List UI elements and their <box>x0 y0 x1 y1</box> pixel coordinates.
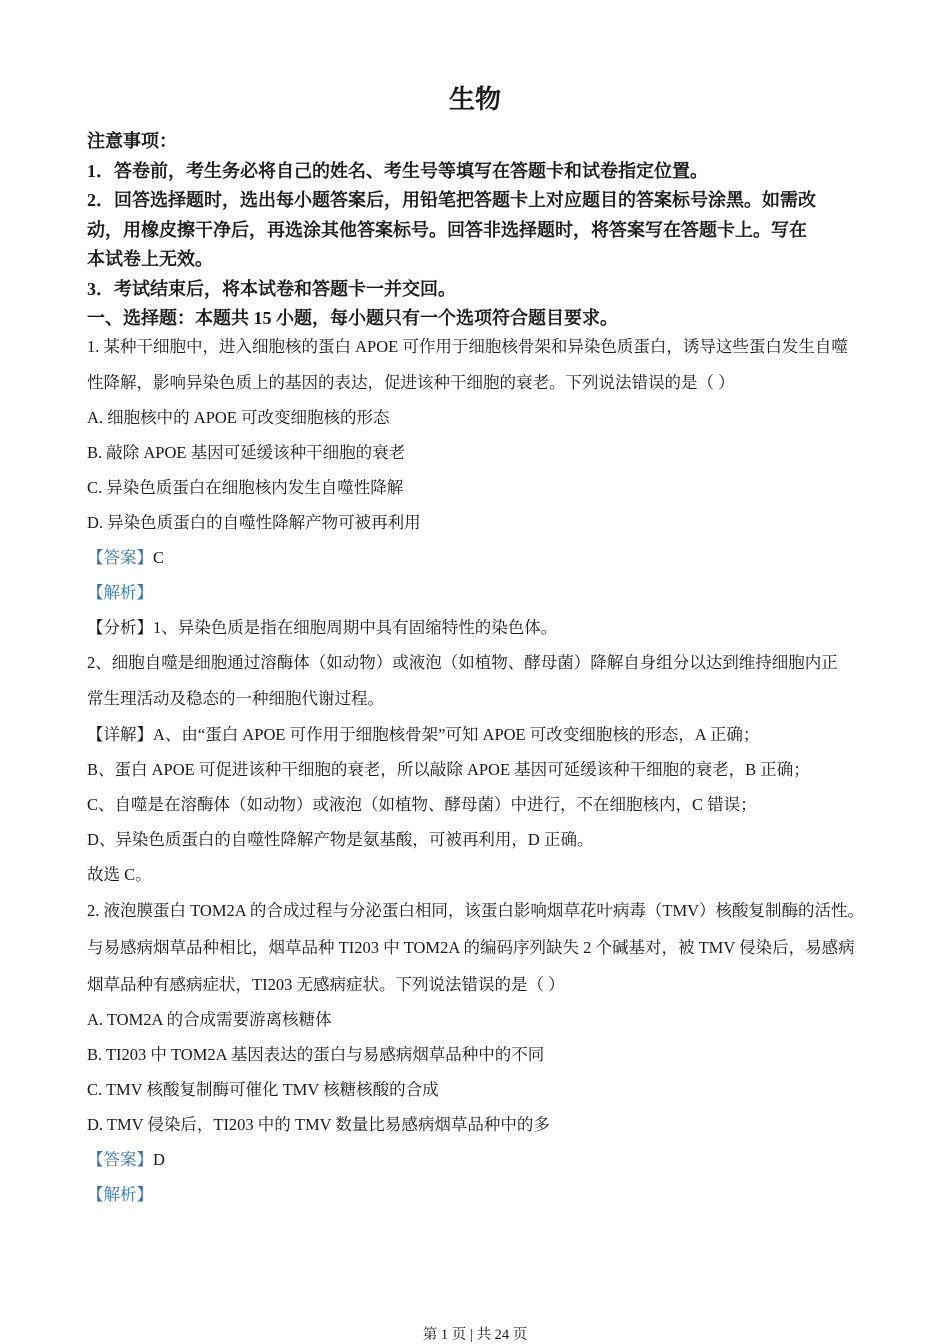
notice-heading: 注意事项： <box>87 131 177 151</box>
q2-option-a: A. TOM2A 的合成需要游离核糖体 <box>87 1010 332 1029</box>
fenxi-text: 1、异染色质是指在细胞周期中具有固缩特性的染色体。 <box>153 618 558 637</box>
q2-option-b: B. TI203 中 TOM2A 基因表达的蛋白与易感病烟草品种中的不同 <box>87 1045 545 1064</box>
notice-item-2-line-2: 动，用橡皮擦干净后，再选涂其他答案标号。回答非选择题时，将答案写在答题卡上。写在 <box>87 220 807 240</box>
notice-item-3: 3．考试结束后，将本试卷和答题卡一并交回。 <box>87 279 456 299</box>
q2-option-c: C. TMV 核酸复制酶可催化 TMV 核糖核酸的合成 <box>87 1080 439 1099</box>
answer-value: D <box>153 1150 165 1169</box>
q1-xiangjie-b: B、蛋白 APOE 可促进该种干细胞的衰老，所以敲除 APOE 基因可延缓该种干细胞的衰老，B 正确； <box>87 760 810 779</box>
notice-item-2-line-3: 本试卷上无效。 <box>87 249 213 269</box>
page-title: 生物 <box>448 85 501 114</box>
q2-stem-line-2: 与易感病烟草品种相比，烟草品种 TI203 中 TOM2A 的编码序列缺失 2 个碱基对，被 TMV 侵染后，易感病 <box>87 938 855 957</box>
q2-stem-line-3: 烟草品种有感病症状，TI203 无感病症状。下列说法错误的是（ ） <box>87 975 565 994</box>
notice-item-1: 1．答卷前，考生务必将自己的姓名、考生号等填写在答题卡和试卷指定位置。 <box>87 161 708 181</box>
q1-option-a: A. 细胞核中的 APOE 可改变细胞核的形态 <box>87 408 390 427</box>
q1-answer <box>87 547 164 569</box>
q1-fenxi-line-1 <box>87 617 557 639</box>
page-footer: 第 1 页 | 共 24 页 <box>422 1327 528 1343</box>
xiangjie-tag: 【详解】 <box>87 725 153 744</box>
q2-answer <box>87 1149 165 1171</box>
q2-stem-line-1: 2. 液泡膜蛋白 TOM2A 的合成过程与分泌蛋白相同，该蛋白影响烟草花叶病毒（TMV）核酸复制酶的活性。 <box>87 901 865 920</box>
fenxi-tag: 【分析】 <box>87 618 153 637</box>
q1-option-b: B. 敲除 APOE 基因可延缓该种干细胞的衰老 <box>87 443 406 462</box>
answer-tag: 【答案】 <box>87 548 153 567</box>
q2-option-d: D. TMV 侵染后，TI203 中的 TMV 数量比易感病烟草品种中的多 <box>87 1115 550 1134</box>
q1-xiangjie-a <box>87 724 759 746</box>
q1-stem-line-2: 性降解，影响异染色质上的基因的表达，促进该种干细胞的衰老。下列说法错误的是（ ） <box>87 373 735 392</box>
q1-analysis-tag: 【解析】 <box>87 583 153 602</box>
q1-option-c: C. 异染色质蛋白在细胞核内发生自噬性降解 <box>87 478 404 497</box>
q1-stem-line-1: 1. 某种干细胞中，进入细胞核的蛋白 APOE 可作用于细胞核骨架和异染色质蛋白，诱导这些蛋白发生自噬 <box>87 337 848 356</box>
answer-tag: 【答案】 <box>87 1150 153 1169</box>
q1-xiangjie-c: C、自噬是在溶酶体（如动物）或液泡（如植物、酵母菌）中进行，不在细胞核内，C 错误； <box>87 795 757 814</box>
q1-conclusion: 故选 C。 <box>87 865 152 884</box>
q1-fenxi-line-2: 2、细胞自噬是细胞通过溶酶体（如动物）或液泡（如植物、酵母菌）降解自身组分以达到维持细胞内正 <box>87 653 838 672</box>
section-heading: 一、选择题：本题共 15 小题，每小题只有一个选项符合题目要求。 <box>87 308 618 328</box>
answer-value: C <box>153 548 165 567</box>
xiangjie-text: A、由“蛋白 APOE 可作用于细胞核骨架”可知 APOE 可改变细胞核的形态，A 正确； <box>153 725 760 744</box>
q2-analysis-tag: 【解析】 <box>87 1185 153 1204</box>
q1-fenxi-line-3: 常生理活动及稳态的一种细胞代谢过程。 <box>87 689 384 708</box>
q1-xiangjie-d: D、异染色质蛋白的自噬性降解产物是氨基酸，可被再利用，D 正确。 <box>87 830 594 849</box>
q1-option-d: D. 异染色质蛋白的自噬性降解产物可被再利用 <box>87 513 421 532</box>
notice-item-2-line-1: 2．回答选择题时，选出每小题答案后，用铅笔把答题卡上对应题目的答案标号涂黑。如需改 <box>87 190 816 210</box>
